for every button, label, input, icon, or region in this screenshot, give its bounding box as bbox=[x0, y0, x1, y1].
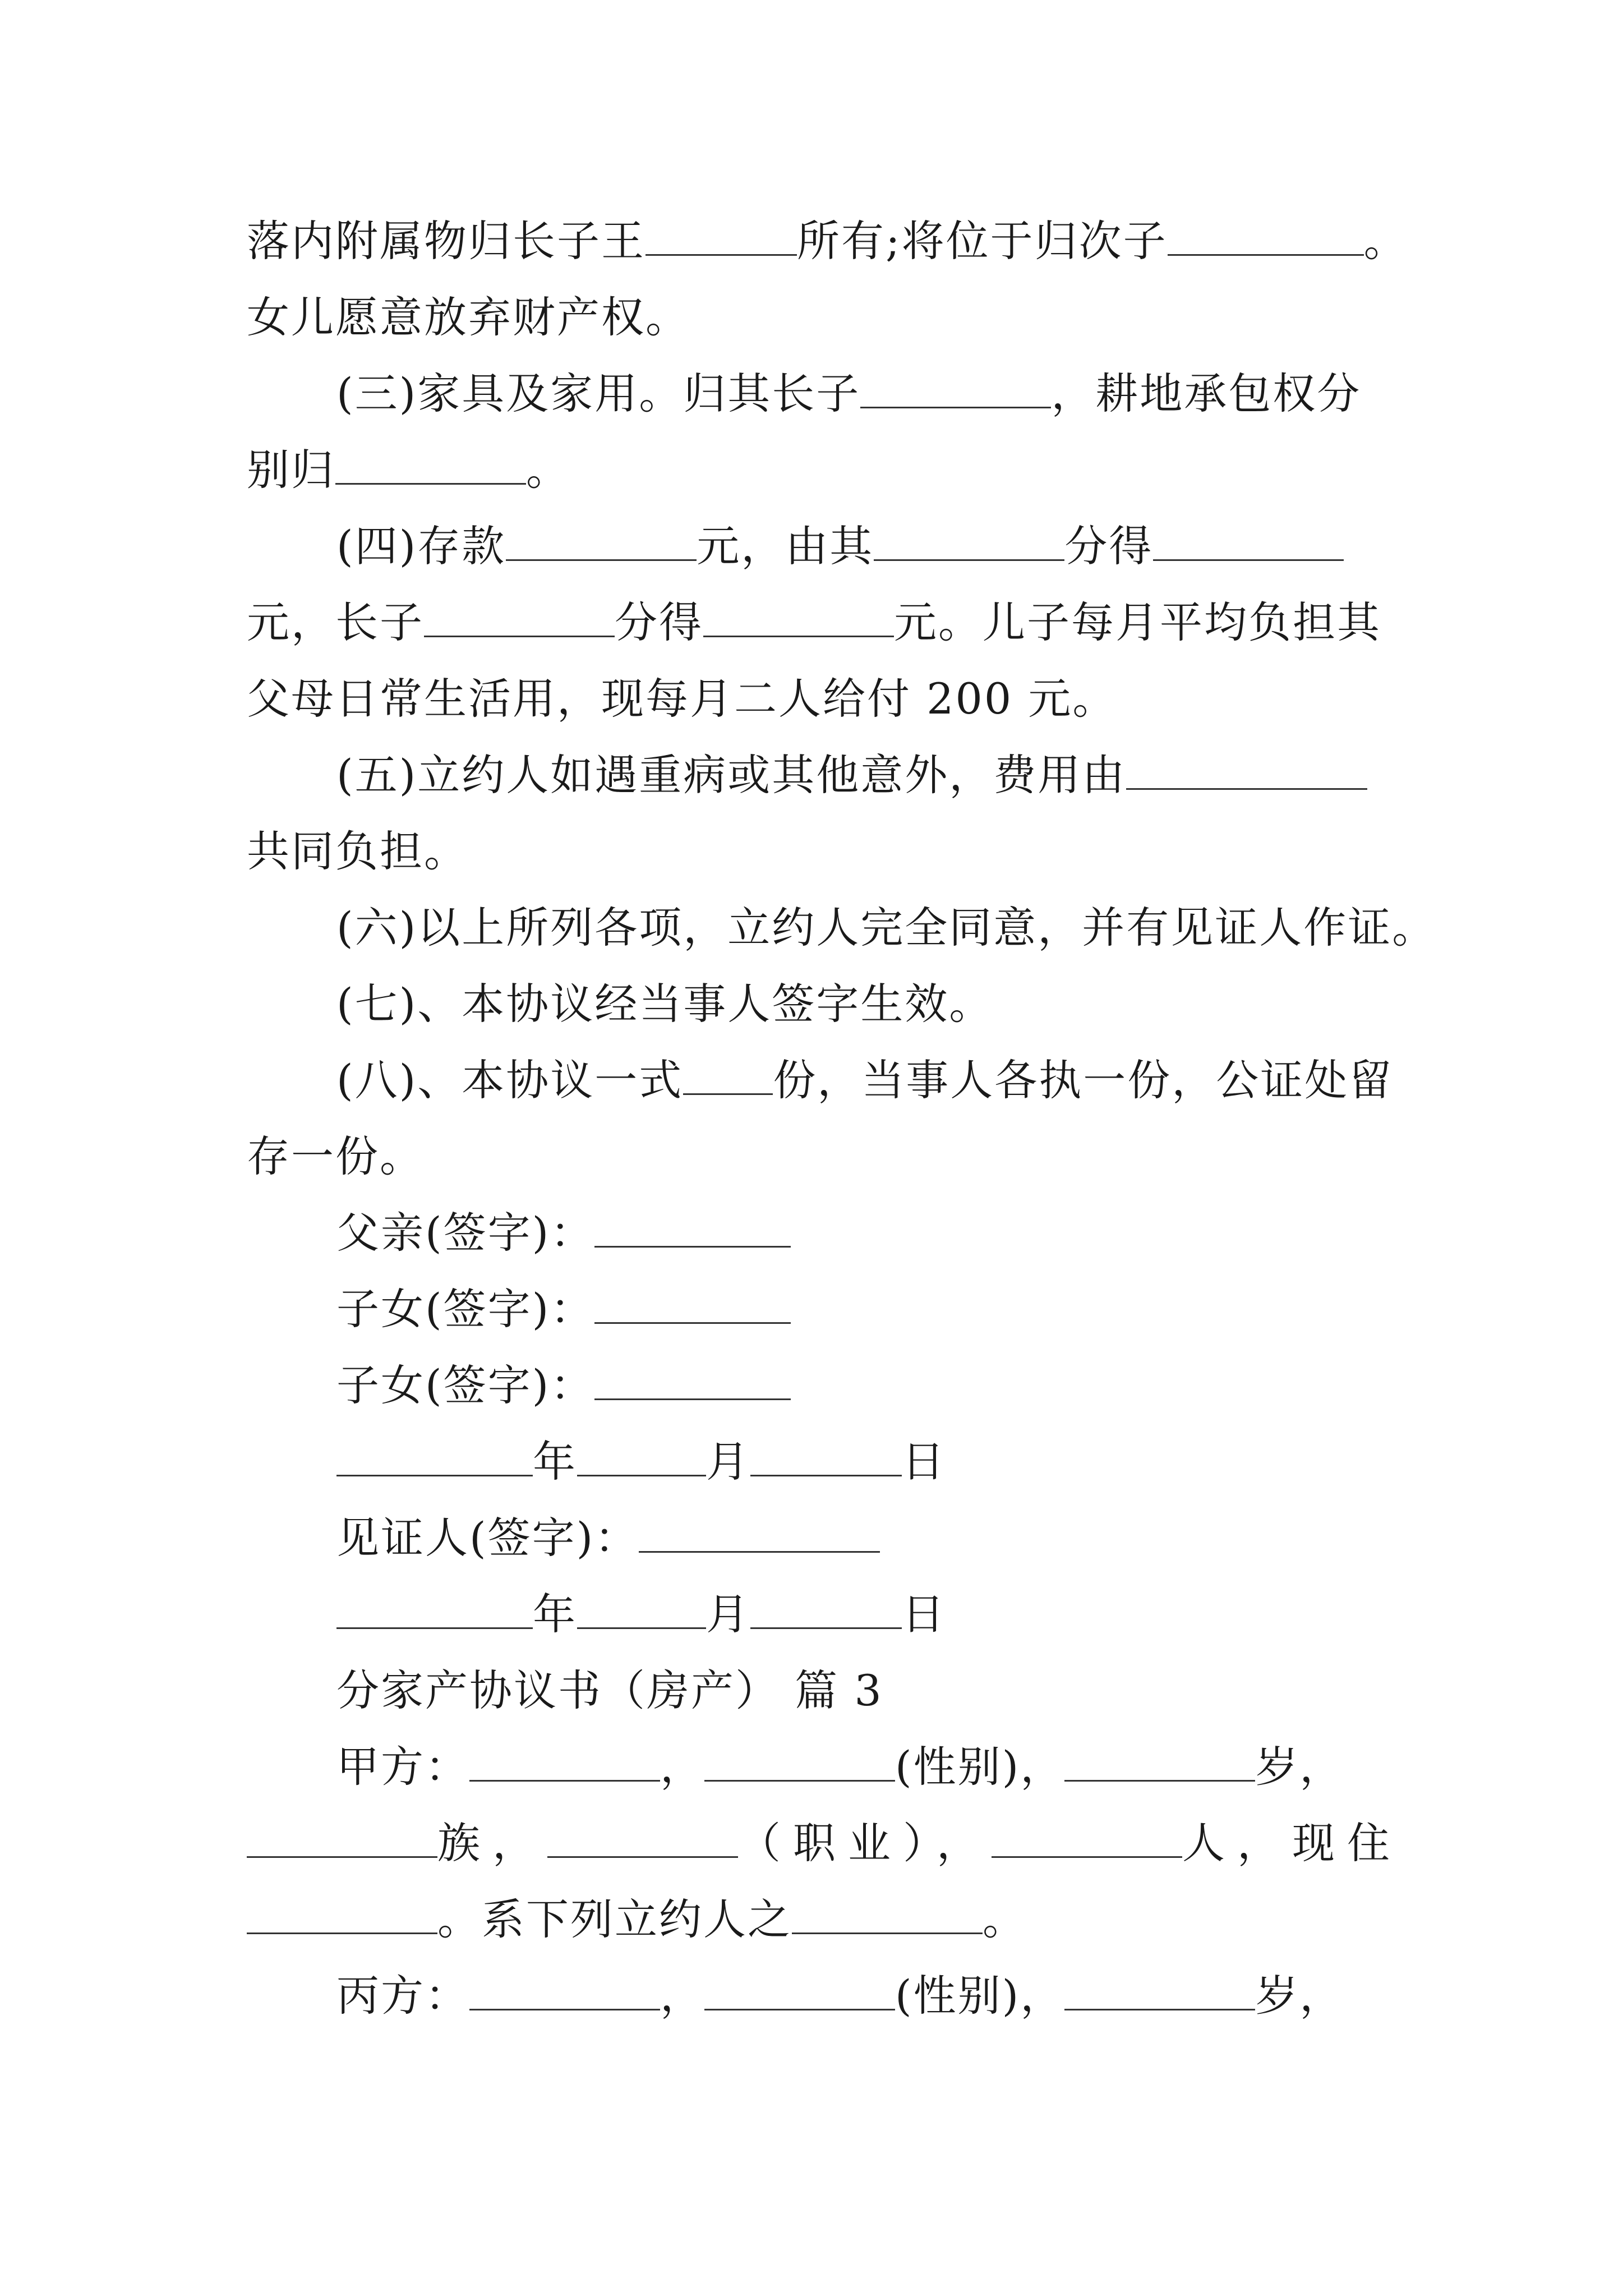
blank-field bbox=[335, 448, 526, 485]
text: 甲方： bbox=[336, 1742, 469, 1792]
text-line bbox=[247, 1892, 1027, 1948]
signature-line-child bbox=[336, 1358, 791, 1414]
text: 父亲(签字)： bbox=[336, 1208, 595, 1258]
text: (八)、本协议一式 bbox=[336, 1055, 684, 1105]
blank-field bbox=[469, 1745, 660, 1782]
text-line bbox=[336, 1739, 1344, 1795]
text: (性别)， bbox=[895, 1742, 1065, 1792]
text: ， bbox=[660, 1742, 704, 1792]
blank-field bbox=[594, 1211, 791, 1248]
text-line bbox=[247, 1815, 1402, 1871]
text-line bbox=[336, 1968, 1344, 2024]
text: 份，当事人各执一份，公证处留 bbox=[773, 1055, 1394, 1105]
blank-field bbox=[639, 1516, 880, 1553]
text: 月 bbox=[706, 1589, 750, 1639]
text: 丙方： bbox=[336, 1971, 469, 2021]
text: 子女(签字)： bbox=[336, 1284, 595, 1334]
text-line bbox=[247, 1129, 424, 1185]
text: 。 bbox=[526, 445, 570, 495]
text: 落内附属物归长子王 bbox=[247, 216, 645, 266]
blank-field bbox=[469, 1974, 660, 2010]
text: (五)立约人如遇重病或其他意外，费用由 bbox=[336, 750, 1127, 800]
blank-field bbox=[1064, 1974, 1255, 2010]
blank-field bbox=[577, 1593, 706, 1629]
text: 分家产协议书（房产） 篇 3 bbox=[336, 1665, 883, 1715]
blank-field bbox=[577, 1440, 706, 1476]
text-line bbox=[247, 442, 570, 498]
text: ， bbox=[660, 1971, 704, 2021]
text: 别归 bbox=[247, 445, 335, 495]
text-line bbox=[336, 1052, 1393, 1108]
text-line bbox=[247, 671, 1117, 727]
text-line bbox=[336, 747, 1367, 803]
text: 日 bbox=[902, 1589, 946, 1639]
blank-field bbox=[336, 1440, 533, 1476]
blank-field bbox=[424, 601, 615, 637]
blank-field bbox=[1168, 219, 1364, 256]
text: 所有;将位于归次子 bbox=[797, 216, 1168, 266]
text-line bbox=[336, 366, 1361, 422]
signature-line-child bbox=[336, 1281, 791, 1337]
signature-line-father bbox=[336, 1205, 791, 1261]
blank-field bbox=[860, 372, 1051, 408]
text-line bbox=[336, 976, 993, 1032]
blank-field bbox=[336, 1593, 533, 1629]
text: (三)家具及家用。归其长子 bbox=[336, 369, 861, 418]
text: 年 bbox=[533, 1437, 577, 1487]
text: 共同负担。 bbox=[247, 826, 468, 876]
text: 见证人(签字)： bbox=[336, 1513, 639, 1563]
text: 元，长子 bbox=[247, 597, 424, 647]
text: 月 bbox=[706, 1437, 750, 1487]
blank-field bbox=[1153, 524, 1344, 561]
blank-field bbox=[594, 1364, 791, 1400]
text: (性别)， bbox=[895, 1971, 1065, 2021]
blank-field bbox=[750, 1593, 902, 1629]
text-line bbox=[336, 900, 1436, 956]
text: 年 bbox=[533, 1589, 577, 1639]
text: 存一份。 bbox=[247, 1131, 424, 1181]
text: (七)、本协议经当事人签字生效。 bbox=[336, 979, 994, 1029]
text: 人，现住 bbox=[1182, 1818, 1402, 1868]
section-heading bbox=[336, 1663, 883, 1719]
text-line bbox=[247, 823, 468, 880]
text-line bbox=[247, 289, 690, 346]
text-line bbox=[336, 518, 1344, 574]
text: 分得 bbox=[1064, 521, 1154, 571]
blank-field bbox=[645, 219, 797, 256]
blank-field bbox=[792, 1898, 983, 1934]
text-line bbox=[247, 595, 1381, 651]
text: 岁， bbox=[1255, 1971, 1344, 2021]
blank-field bbox=[247, 1821, 437, 1858]
blank-field bbox=[547, 1821, 738, 1858]
text: 父母日常生活用，现每月二人给付 200 元。 bbox=[247, 674, 1117, 724]
blank-field bbox=[704, 1745, 895, 1782]
text: 日 bbox=[902, 1437, 946, 1487]
text: 分得 bbox=[615, 597, 703, 647]
date-line bbox=[336, 1586, 946, 1642]
blank-field bbox=[506, 524, 697, 561]
text: 女儿愿意放弃财产权。 bbox=[247, 292, 690, 342]
text: 子女(签字)： bbox=[336, 1360, 595, 1410]
blank-field bbox=[1064, 1745, 1255, 1782]
blank-field bbox=[683, 1059, 773, 1095]
text: 。 bbox=[983, 1894, 1027, 1944]
text: 族， bbox=[437, 1818, 547, 1868]
text: (六)以上所列各项，立约人完全同意，并有见证人作证。 bbox=[336, 903, 1437, 953]
text: ，耕地承包权分 bbox=[1051, 369, 1362, 418]
date-line bbox=[336, 1434, 946, 1490]
blank-field bbox=[874, 524, 1064, 561]
blank-field bbox=[703, 601, 894, 637]
text: (四)存款 bbox=[336, 521, 506, 571]
blank-field bbox=[1126, 753, 1367, 790]
text: 。系下列立约人之 bbox=[437, 1894, 792, 1944]
text: 元，由其 bbox=[697, 521, 874, 571]
blank-field bbox=[247, 1898, 437, 1934]
text: 。 bbox=[1363, 216, 1408, 266]
blank-field bbox=[704, 1974, 895, 2010]
signature-line-witness bbox=[336, 1510, 880, 1566]
text: 岁， bbox=[1255, 1742, 1344, 1792]
text-line bbox=[247, 213, 1408, 269]
blank-field bbox=[992, 1821, 1182, 1858]
blank-field bbox=[750, 1440, 902, 1476]
text: 元。儿子每月平均负担其 bbox=[894, 597, 1381, 647]
blank-field bbox=[594, 1287, 791, 1324]
text: （职业）， bbox=[738, 1818, 992, 1868]
